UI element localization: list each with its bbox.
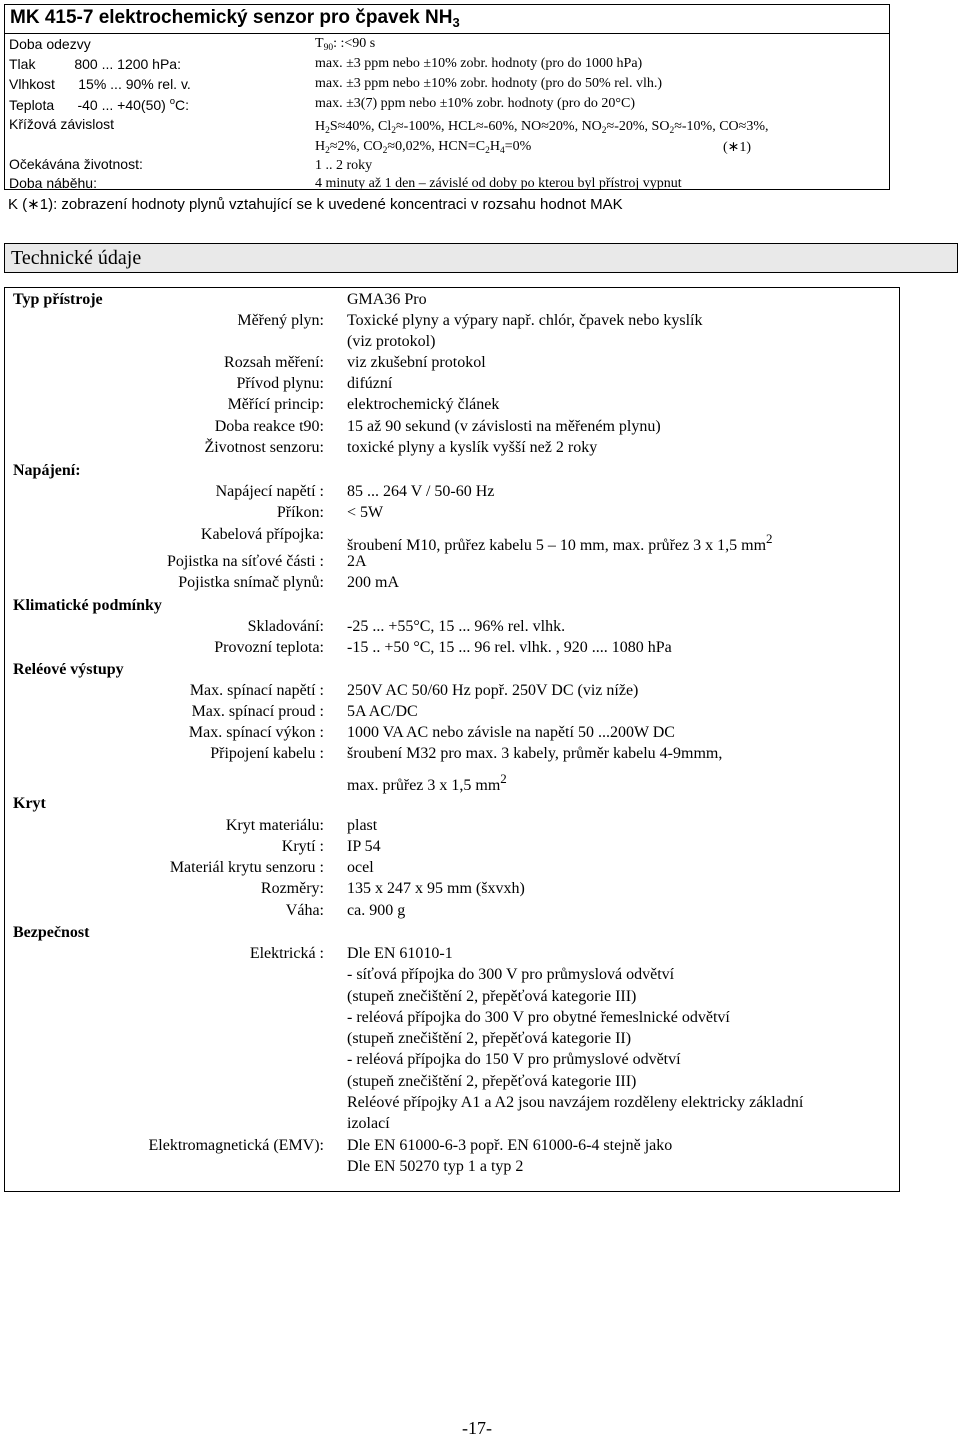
label-privod: Přívod plynu:	[236, 375, 324, 392]
label-skladovani: Skladování:	[247, 618, 324, 635]
label-spinaci-proud: Max. spínací proud :	[191, 703, 324, 720]
label-kabelova-pripojka: Kabelová přípojka:	[200, 526, 324, 543]
value-spinaci-vykon: 1000 VA AC nebo závisle na napětí 50 ...200W DC	[347, 724, 675, 741]
value-doba-nabehu: 4 minuty až 1 den – závislé od doby po kterou byl přístroj vypnut	[315, 176, 682, 191]
section-rele: Reléové výstupy	[13, 661, 124, 678]
label-spinaci-napeti: Max. spínací napětí :	[189, 682, 324, 699]
label-teplota: Teplota -40 ... +40(50) $^o$C:	[9, 96, 189, 113]
value-rozmery: 135 x 247 x 95 mm (šxvxh)	[347, 880, 525, 897]
label-prikon: Příkon:	[276, 504, 324, 521]
value-model: GMA36 Pro	[347, 291, 427, 308]
value-mereny-plyn-2: (viz protokol)	[347, 333, 436, 350]
value-doba-odezvy: $T_{90}$: :<90 s	[315, 36, 376, 53]
label-zivotnost-senzoru: Životnost senzoru:	[204, 439, 324, 456]
value-pripojeni-kabelu: šroubení M32 pro max. 3 kabely, průměr kabelu 4-9mmm,	[347, 745, 723, 762]
value-pojistka-snimac: 200 mA	[347, 574, 399, 591]
label-doba-odezvy: Doba odezvy	[9, 36, 91, 52]
section-bezpecnost: Bezpečnost	[13, 924, 90, 941]
value-bezp-line-2: - síťová přípojka do 300 V pro průmyslová odvětví	[347, 966, 675, 983]
label-kryt-material: Kryt materiálu:	[225, 817, 324, 834]
label-material-senzoru: Materiál krytu senzoru :	[169, 859, 324, 876]
section-klima: Klimatické podmínky	[13, 597, 162, 614]
value-kabelova-pripojka: šroubení M10, průřez kabelu 5 – 10 mm, max. průřez 3 x 1,5 $mm^2$	[347, 531, 773, 554]
value-tlak: max. ±3 ppm nebo ±10% zobr. hodnoty (pro do 1000 hPa)	[315, 56, 643, 71]
label-kryti: Krytí :	[281, 838, 324, 855]
label-emv: Elektromagnetická (EMV):	[148, 1137, 324, 1154]
value-zivotnost-senzoru: toxické plyny a kyslík vyšší než 2 roky	[347, 439, 598, 456]
value-elektricka: Dle EN 61010-1	[347, 945, 453, 962]
page-number: -17-	[462, 1418, 492, 1438]
tech-section-title: Technické údaje	[11, 247, 142, 269]
label-spinaci-vykon: Max. spínací výkon :	[188, 724, 324, 741]
tech-section-header	[4, 243, 958, 273]
value-bezp-line-3: (stupeň znečištění 2, přepěťová kategorie III)	[347, 988, 637, 1005]
value-pripojeni-kabelu-2: max. průřez 3 x 1,5 $mm^2$	[347, 771, 507, 794]
value-material-senzoru: ocel	[347, 859, 374, 876]
value-bezp-line-9: izolací	[347, 1115, 390, 1132]
title-divider	[5, 33, 889, 34]
sensor-title: MK 415-7 elektrochemický senzor pro čpavek $NH_3$	[10, 7, 460, 30]
section-kryt: Kryt	[13, 795, 46, 812]
label-vlhkost: Vlhkost 15% ... 90% rel. v.	[9, 76, 191, 92]
value-emv-2: Dle EN 50270 typ 1 a typ 2	[347, 1158, 524, 1175]
value-bezp-line-8: Reléové přípojky A1 a A2 jsou navzájem rozděleny elektricky základní	[347, 1094, 804, 1111]
label-pripojeni-kabelu: Připojení kabelu :	[210, 745, 324, 762]
value-bezp-line-4: - reléová přípojka do 300 V pro obytné řemeslnické odvětví	[347, 1009, 730, 1026]
label-zivotnost: Očekávána životnost:	[9, 156, 143, 172]
value-kryti: IP 54	[347, 838, 381, 855]
value-skladovani: -25 ... +55°C, 15 ... 96% rel. vlhk.	[347, 618, 566, 635]
value-doba-reakce: 15 až 90 sekund (v závislosti na měřeném plynu)	[347, 418, 661, 435]
label-doba-nabehu: Doba náběhu:	[9, 175, 97, 191]
label-krizova-zavislost: Křížová závislost	[9, 116, 115, 132]
label-tlak: Tlak 800 ... 1200 hPa:	[9, 56, 181, 72]
value-vlhkost: max. ±3 ppm nebo ±10% zobr. hodnoty (pro do 50% rel. vlh.)	[315, 76, 663, 91]
label-rozsah: Rozsah měření:	[224, 354, 324, 371]
section-typ: Typ přístroje	[13, 291, 103, 308]
value-zivotnost: 1 .. 2 roky	[315, 158, 373, 173]
value-emv: Dle EN 61000-6-3 popř. EN 61000-6-4 stejně jako	[347, 1137, 673, 1154]
cross-footnote-ref: (∗1)	[723, 140, 752, 155]
value-teplota: max. ±3(7) ppm nebo ±10% zobr. hodnoty (pro do 20°C)	[315, 96, 635, 111]
value-kryt-material: plast	[347, 817, 378, 834]
section-napajeni: Napájení:	[13, 462, 81, 479]
value-pojistka-sit: 2A	[347, 553, 367, 570]
label-mereny-plyn: Měřený plyn:	[237, 312, 324, 329]
label-rozmery: Rozměry:	[260, 880, 324, 897]
label-pojistka-sit: Pojistka na síťové části :	[166, 553, 324, 570]
value-bezp-line-6: - reléová přípojka do 150 V pro průmyslové odvětví	[347, 1051, 681, 1068]
value-bezp-line-7: (stupeň znečištění 2, přepěťová kategorie III)	[347, 1073, 637, 1090]
value-cross-line-1: $H_2S\approx 40\%$, $Cl_2\approx-100\%$, HCL≈-60%, NO≈20%, $NO_2\approx-20\%$, $SO_2\approx-10\%$, CO≈3%,	[315, 119, 769, 136]
label-vaha: Váha:	[285, 902, 324, 919]
sensor-spec-box	[4, 4, 890, 190]
tech-spec-box	[4, 287, 900, 1192]
label-pojistka-snimac: Pojistka snímač plynů:	[178, 574, 324, 591]
value-provozni-teplota: -15 .. +50 °C, 15 ... 96 rel. vlhk. , 920 .... 1080 hPa	[347, 639, 672, 656]
label-doba-reakce: Doba reakce t90:	[214, 418, 324, 435]
label-princip: Měřící princip:	[227, 396, 324, 413]
label-provozni-teplota: Provozní teplota:	[214, 639, 324, 656]
value-spinaci-napeti: 250V AC 50/60 Hz popř. 250V DC (viz níže)	[347, 682, 639, 699]
value-rozsah: viz zkušební protokol	[347, 354, 486, 371]
value-prikon: < 5W	[347, 504, 384, 521]
value-bezp-line-5: (stupeň znečištění 2, přepěťová kategorie II)	[347, 1030, 632, 1047]
value-cross-line-2: $H_2\approx 2\%$, $CO_2\approx 0,02\%$, $HCN=C_2H_4=0\%$	[315, 139, 532, 156]
value-vaha: ca. 900 g	[347, 902, 406, 919]
value-princip: elektrochemický článek	[347, 396, 500, 413]
label-elektricka: Elektrická :	[249, 945, 324, 962]
value-napajeci-napeti: 85 ... 264 V / 50-60 Hz	[347, 483, 495, 500]
footnote-mak: K (∗1): zobrazení hodnoty plynů vztahující se k uvedené koncentraci v rozsahu hodnot MAK	[8, 196, 623, 213]
value-mereny-plyn: Toxické plyny a výpary např. chlór, čpavek nebo kyslík	[347, 312, 703, 329]
label-napajeci-napeti: Napájecí napětí :	[215, 483, 324, 500]
value-spinaci-proud: 5A AC/DC	[347, 703, 418, 720]
value-privod: difúzní	[347, 375, 393, 392]
header-shading	[5, 244, 957, 272]
